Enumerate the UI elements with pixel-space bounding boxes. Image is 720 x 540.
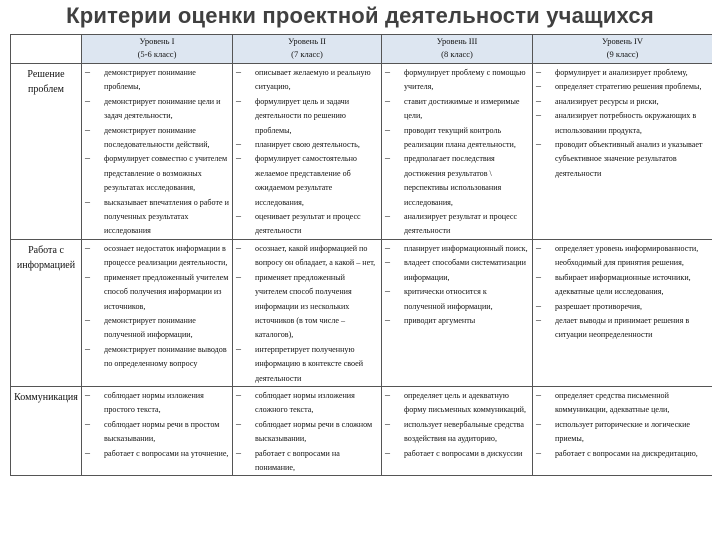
list-item: – работает с вопросами на понимание, (233, 447, 378, 476)
item-list (233, 64, 381, 239)
list-item: – критически относится к полученной информации, (382, 285, 529, 314)
list-item: – интерпретирует полученную информацию в контексте своей деятельности (233, 343, 378, 386)
list-item: – описывает желаемую и реальную ситуацию, (233, 66, 378, 95)
slide-title: Критерии оценки проектной деятельности учащихся (66, 3, 654, 28)
list-item: – предполагает последствия достижения результатов \ перспективы использования исследования, (382, 152, 529, 210)
list-item: – использует невербальные средства воздействия на аудиторию, (382, 418, 529, 447)
header-level-4 (533, 35, 713, 64)
list-item: – формулирует проблему с помощью учителя, (382, 66, 529, 95)
list-item: – выбирает информационные источники, адекватные цели исследования, (533, 271, 709, 300)
list-item: – планирует информационный поиск, (382, 242, 529, 256)
criteria-sheet (10, 34, 712, 540)
list-item: – планирует свою деятельность, (233, 138, 378, 152)
list-item: – демонстрирует понимание цели и задач деятельности, (82, 95, 229, 124)
list-item: – проводит объективный анализ и указывает субъективное значение результатов деятельности (533, 138, 709, 181)
level-4-cell (533, 386, 713, 475)
list-item: – приводит аргументы (382, 314, 529, 328)
list-item: – соблюдает нормы речи в простом высказывании, (82, 418, 229, 447)
list-item: – соблюдает нормы изложения простого текста, (82, 389, 229, 418)
criterion-label: Решение проблем (11, 64, 82, 240)
level-grade: (5-6 класс) (137, 49, 177, 59)
list-item: – формулирует и анализирует проблему, (533, 66, 709, 80)
item-list (533, 64, 712, 181)
list-item: – высказывает впечатления о работе и полученных результатах исследования (82, 196, 229, 239)
list-item: – ставит достижимые и измеримые цели, (382, 95, 529, 124)
header-level-1 (82, 35, 233, 64)
level-2-cell (233, 386, 382, 475)
item-list (382, 64, 532, 239)
item-list (382, 387, 532, 461)
item-list (233, 387, 381, 475)
level-3-cell (382, 239, 533, 386)
list-item: – формулирует совместно с учителем представление о возможных результатах исследования, (82, 152, 229, 195)
level-2-cell (233, 239, 382, 386)
list-item: – проводит текущий контроль реализации плана деятельности, (382, 124, 529, 153)
list-item: – определяет стратегию решения проблемы, (533, 80, 709, 94)
level-4-cell (533, 239, 713, 386)
list-item: – определяет средства письменной коммуникации, адекватные цели, (533, 389, 709, 418)
list-item: – соблюдает нормы изложения сложного текста, (233, 389, 378, 418)
level-name: Уровень III (436, 36, 478, 46)
header-level-3 (382, 35, 533, 64)
row-problem-solving (11, 64, 713, 240)
level-name: Уровень II (288, 36, 326, 46)
list-item: – демонстрирует понимание последовательности действий, (82, 124, 229, 153)
list-item: – формулирует самостоятельно желаемое представление об ожидаемом результате исследования, (233, 152, 378, 210)
level-1-cell (82, 386, 233, 475)
list-item: – формулирует цель и задачи деятельности по решению проблемы, (233, 95, 378, 138)
list-item: – анализирует результат и процесс деятельности (382, 210, 529, 239)
item-list (233, 240, 381, 386)
level-name: Уровень IV (601, 36, 644, 46)
list-item: – определяет цель и адекватную форму письменных коммуникаций, (382, 389, 529, 418)
list-item: – соблюдает нормы речи в сложном высказывании, (233, 418, 378, 447)
header-corner (11, 35, 82, 64)
row-communication (11, 386, 713, 475)
level-name: Уровень I (139, 36, 175, 46)
level-grade: (8 класс) (441, 49, 473, 59)
header-level-2 (233, 35, 382, 64)
header-row (11, 35, 713, 64)
table-body (11, 64, 713, 476)
item-list (533, 240, 712, 343)
criteria-table (10, 34, 712, 476)
list-item: – определяет уровень информированности, необходимый для принятия решения, (533, 242, 709, 271)
item-list (82, 64, 232, 239)
list-item: – применяет предложенный учителем способ получения информации из источников, (82, 271, 229, 314)
level-grade: (9 класс) (606, 49, 639, 59)
list-item: – работает с вопросами на уточнение, (82, 447, 229, 461)
level-2-cell (233, 64, 382, 240)
item-list (533, 387, 712, 461)
level-grade: (7 класс) (291, 49, 323, 59)
list-item: – владеет способами систематизации информации, (382, 256, 529, 285)
level-4-cell (533, 64, 713, 240)
level-3-cell (382, 64, 533, 240)
level-1-cell (82, 64, 233, 240)
list-item: – оценивает результат и процесс деятельности (233, 210, 378, 239)
item-list (382, 240, 532, 328)
row-information-work (11, 239, 713, 386)
list-item: – работает с вопросами на дискредитацию, (533, 447, 709, 461)
item-list (82, 387, 232, 461)
list-item: – демонстрирует понимание проблемы, (82, 66, 229, 95)
list-item: – применяет предложенный учителем способ получения информации из нескольких источников (в том числе – каталогов), (233, 271, 378, 343)
list-item: – делает выводы и принимает решения в ситуации неопределенности (533, 314, 709, 343)
list-item: – разрешает противоречия, (533, 300, 709, 314)
item-list (82, 240, 232, 372)
list-item: – анализирует потребность окружающих в использовании продукта, (533, 109, 709, 138)
list-item: – демонстрирует понимание полученной информации, (82, 314, 229, 343)
list-item: – демонстрирует понимание выводов по определенному вопросу (82, 343, 229, 372)
criterion-label: Работа с информацией (11, 239, 82, 386)
list-item: – осознает недостаток информации в процессе реализации деятельности, (82, 242, 229, 271)
list-item: – работает с вопросами в дискуссии (382, 447, 529, 461)
level-1-cell (82, 239, 233, 386)
level-3-cell (382, 386, 533, 475)
list-item: – осознает, какой информацией по вопросу он обладает, а какой – нет, (233, 242, 378, 271)
list-item: – анализирует ресурсы и риски, (533, 95, 709, 109)
list-item: – использует риторические и логические приемы, (533, 418, 709, 447)
criterion-label: Коммуникация (11, 386, 82, 475)
